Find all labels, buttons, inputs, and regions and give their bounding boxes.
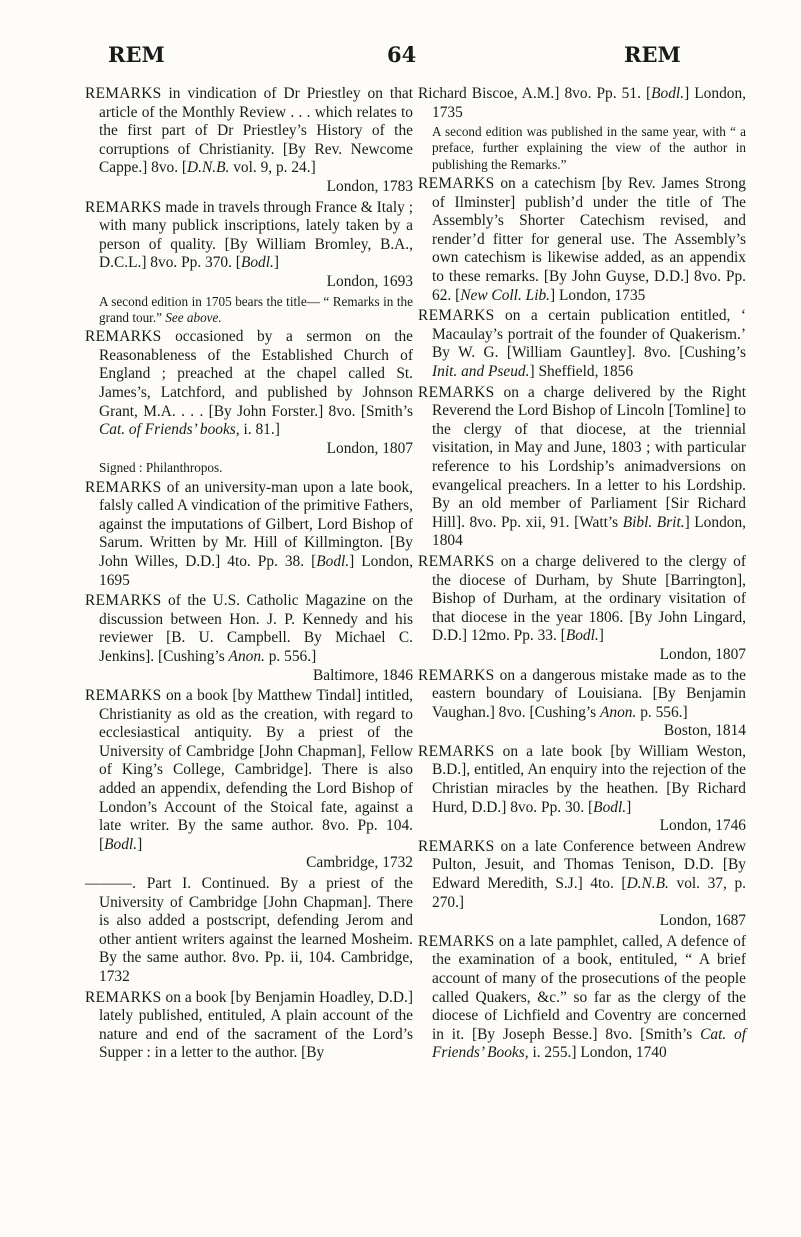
entry-body: of an university-man upon a late book, falsly called A vindication of the primitive Fathers, against the imputations of Gilbert, Lord Bishop of Sarum. Written by Mr. Hill of Killmington. [By John Willes, D.D.] 4to. Pp. 38. [: [99, 478, 413, 570]
entry-body-tail: p. 556.]: [264, 647, 317, 665]
entry-source: Anon.: [228, 647, 265, 665]
entry-imprint: Boston, 1814: [663, 722, 746, 740]
catalog-entry: [418, 933, 746, 1063]
entry-heading: REMARKS: [418, 383, 495, 401]
right-column: [418, 85, 746, 1065]
entry-body: on a catechism [by Rev. James Strong of Ilminster] publish’d under the title of The Assembly’s Shorter Catechism revised, and render’d fitter for general use. The Assembly’s own catechism is likewise added, as an appendix to these remarks. [By John Guyse, D.D.] 8vo. Pp. 62. [: [432, 175, 746, 304]
entry-source: Cat. of Friends’ books,: [99, 421, 240, 439]
entry-source: D.N.B.: [187, 159, 230, 177]
entry-body: occasioned by a sermon on the Reasonableness of the Established Church of England ; preached at the chapel called St. James’s, Latchford, and published by Johnson Grant, M.A. . . . [By John Forster.] 8vo. [Smith’s: [99, 328, 413, 420]
header-left: REM: [108, 42, 165, 67]
catalog-entry: [85, 479, 413, 591]
entry-body: on a book [by Benjamin Hoadley, D.D.] lately published, entituled, A plain account of the nature and end of the sacrament of the Lord’s Supper : in a letter to the author. [By: [99, 988, 413, 1062]
entry-source: Bodl.: [651, 85, 685, 102]
entry-body-tail: vol. 37, p. 270.]: [432, 875, 746, 911]
entry-body: Part I. Continued. By a priest of the University of Cambridge [John Chapman]. There is also added a postscript, defending Jerom and other antient writers against the learned Mosheim. By the same author. 8vo. Pp. ii, 104. Cambridge, 1732: [99, 875, 413, 986]
catalog-entry: [418, 743, 746, 836]
entry-body-tail: ]: [273, 254, 279, 272]
entry-body-tail: p. 556.]: [636, 703, 688, 721]
entry-heading: ———.: [85, 875, 137, 893]
entry-body-tail: ]: [626, 798, 632, 816]
entry-heading: REMARKS: [418, 666, 495, 684]
entry-source: Bodl.: [104, 835, 138, 853]
entry-imprint: London, 1746: [659, 817, 746, 835]
running-header: [0, 42, 801, 72]
catalog-entry: [85, 989, 413, 1063]
entry-body: on a book [by Matthew Tindal] intitled, Christianity as old as the creation, with regard to ecclesiastical antiquity. By a priest of the University of Cambridge [John Chapman], Fellow of King’s College, Cambridge]. There is also added an appendix, defending the Lord Bishop of London’s Account of the Stoical fate, against a late writer. By the same author. 8vo. Pp. 104. [: [99, 687, 413, 853]
entry-source: D.N.B.: [626, 875, 669, 893]
entry-body-tail: ]: [598, 627, 604, 645]
catalog-entry: [85, 687, 413, 873]
header-right: REM: [624, 42, 681, 67]
left-column: [85, 85, 413, 1065]
entry-heading: REMARKS: [85, 328, 162, 346]
entry-source: Bodl.: [593, 798, 627, 816]
entry-heading: REMARKS: [85, 85, 162, 102]
entry-heading: REMARKS: [418, 932, 495, 950]
entry-heading: REMARKS: [85, 687, 162, 705]
entry-body: on a charge delivered to the clergy of the diocese of Durham, by Shute [Barrington], Bishop of Durham, at the ordinary visitation of that diocese in the year 1806. [By John Lingard, D.D.] 12mo. Pp. 33. [: [432, 552, 746, 645]
catalog-entry: [85, 328, 413, 458]
catalog-entry: [85, 85, 413, 197]
entry-source: Cat. of Friends’ Books,: [432, 1025, 746, 1062]
entry-body: on a late Conference between Andrew Pulton, Jesuit, and Thomas Tenison, D.D. [By Edward Meredith, S.J.] 4to. [: [432, 837, 746, 893]
entry-body-tail: ] London, 1735: [432, 85, 746, 121]
entry-body: of the U.S. Catholic Magazine on the discussion between Hon. J. P. Kennedy and his reviewer [B. U. Campbell. By Michael C. Jenkins]. [Cushing’s: [99, 592, 413, 665]
entry-source: Bodl.: [565, 627, 599, 645]
entry-source: Bodl.: [316, 552, 350, 570]
catalog-entry: [418, 85, 746, 122]
catalog-entry: [418, 667, 746, 741]
entry-heading: REMARKS: [85, 198, 162, 216]
entry-body: on a charge delivered by the Right Reverend the Lord Bishop of Lincoln [Tomline] to the clergy of that diocese, at the triennial visitation, in May and June, 1803 ; with particular reference to his Lordship’s animadversions on evangelical preachers. In a letter to his Lordship. By an old member of Parliament [Sir Richard Hill]. 8vo. Pp. xii, 91. [Watt’s: [432, 383, 746, 531]
entry-imprint: London, 1693: [326, 272, 413, 290]
entry-imprint: London, 1687: [659, 912, 746, 930]
catalog-entry: [418, 838, 746, 931]
entry-source: Anon.: [600, 703, 637, 721]
catalog-entry: [85, 592, 413, 685]
note-reference: See above.: [165, 309, 222, 325]
entry-body-tail: vol. 9, p. 24.]: [229, 159, 316, 177]
entry-body: on a late pamphlet, called, A defence of the examination of a book, entituled, “ A brief account of many of the prosecutions of the people called Quakers, &c.” so far as the clergy of the diocese of Lichfield and Coventry are concerned in it. [By Joseph Besse.] 8vo. [Smith’s: [432, 932, 746, 1043]
page-number: 64: [387, 42, 417, 67]
entry-imprint: Cambridge, 1732: [306, 854, 413, 872]
entry-heading: REMARKS: [418, 175, 495, 193]
entry-imprint: London, 1807: [659, 645, 746, 663]
entry-body-tail: ]: [137, 835, 143, 853]
entry-note: A second edition in 1705 bears the title— “ Remarks in the grand tour.” See above.: [99, 293, 413, 325]
entry-heading: REMARKS: [418, 742, 495, 760]
entry-heading: REMARKS: [85, 592, 162, 610]
entry-note: A second edition was published in the same year, with “ a preface, further explaining the view of the author in publishing the Remarks.”: [432, 124, 746, 172]
entry-imprint: Baltimore, 1846: [312, 666, 413, 684]
entry-imprint: London, 1807: [326, 439, 413, 457]
catalog-entry: [85, 199, 413, 292]
catalog-entry: [418, 175, 746, 305]
entry-heading: REMARKS: [418, 837, 495, 855]
entry-body: on a late book [by William Weston, B.D.], entitled, An enquiry into the rejection of the Christian miracles by the heathen. [By Richard Hurd, D.D.] 8vo. Pp. 30. [: [432, 742, 746, 816]
catalog-entry: [418, 384, 746, 551]
entry-heading: REMARKS: [85, 478, 162, 496]
catalog-entry: [418, 307, 746, 381]
entry-source: Bibl. Brit.: [622, 513, 685, 531]
entry-body-tail: ] London, 1735: [550, 286, 646, 304]
entry-body-tail: i. 81.]: [239, 421, 280, 439]
entry-body: made in travels through France & Italy ; with many publick inscriptions, lately taken by a person of quality. [By William Bromley, B.A., D.C.L.] 8vo. Pp. 370. [: [99, 198, 413, 272]
entry-body-tail: i. 255.] London, 1740: [528, 1044, 667, 1062]
entry-source: Bodl.: [240, 254, 274, 272]
entry-source: New Coll. Lib.: [460, 286, 551, 304]
entry-body-tail: ] London, 1695: [99, 552, 413, 589]
entry-heading: REMARKS: [418, 552, 495, 570]
entry-heading: REMARKS: [85, 988, 162, 1006]
entry-body: Richard Biscoe, A.M.] 8vo. Pp. 51. [: [418, 85, 652, 102]
catalog-entry: [85, 875, 413, 987]
entry-source: Init. and Pseud.: [432, 363, 530, 381]
catalog-entry: [418, 553, 746, 665]
entry-body-tail: ] Sheffield, 1856: [529, 363, 634, 381]
entry-heading: REMARKS: [418, 307, 495, 325]
entry-body: in vindication of Dr Priestley on that article of the Monthly Review . . . which relates to the first part of Dr Priestley’s History of the corruptions of Christianity. [By Rev. Newcome Cappe.] 8vo. [: [99, 85, 413, 177]
entry-body: on a dangerous mistake made as to the eastern boundary of Louisiana. [By Benjamin Vaughan.] 8vo. [Cushing’s: [432, 666, 746, 721]
entry-body: on a certain publication entitled, ‘ Macaulay’s portrait of the founder of Quakerism.’ By W. G. [William Gauntley]. 8vo. [Cushing’s: [432, 307, 746, 362]
entry-imprint: London, 1783: [326, 177, 413, 195]
entry-body-tail: ] London, 1804: [432, 513, 747, 550]
entry-note: Signed : Philanthropos.: [99, 460, 223, 476]
